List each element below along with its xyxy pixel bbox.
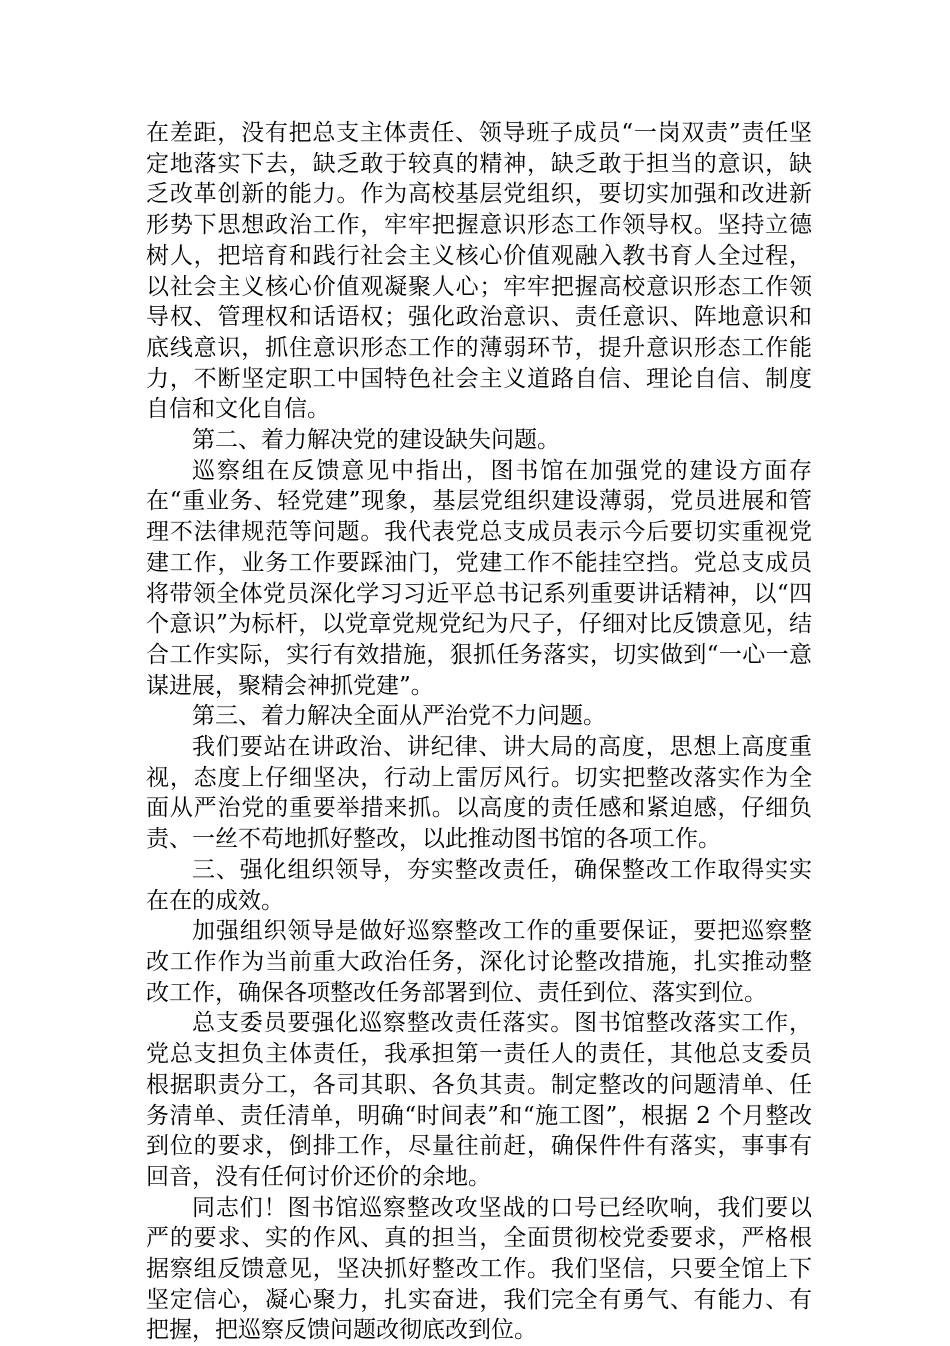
- paragraph-6-heading: 三、强化组织领导，夯实整改责任，确保整改工作取得实实在在的成效。: [146, 856, 812, 914]
- paragraph-5: 我们要站在讲政治、讲纪律、讲大局的高度，思想上高度重视，态度上仔细坚决，行动上雷厉风行。切实把整改落实作为全面从严治党的重要举措来抓。以高度的责任感和紧迫感，仔细负责、一丝不苟地抓好整改，以此推动图书馆的各项工作。: [146, 734, 812, 853]
- paragraph-4-heading: 第三、着力解决全面从严治党不力问题。: [192, 703, 606, 730]
- paragraph-8: 总支委员要强化巡察整改责任落实。图书馆整改落实工作，党总支担负主体责任，我承担第一责任人的责任，其他总支委员根据职责分工，各司其职、各负其责。制定整改的问题清单、任务清单、责任清单，明确“时间表”和“施工图”，根据 2 个月整改到位的要求，倒排工作，尽量往前赶，确保件件有落实，事事有回音，没有任何讨价还价的余地。: [146, 1010, 812, 1190]
- paragraph-7: 加强组织领导是做好巡察整改工作的重要保证，要把巡察整改工作作为当前重大政治任务，深化讨论整改措施，扎实推动整改工作，确保各项整改任务部署到位、责任到位、落实到位。: [146, 918, 812, 1006]
- paragraph-1: 在差距，没有把总支主体责任、领导班子成员“一岗双责”责任坚定地落实下去，缺乏敢于较真的精神，缺乏敢于担当的意识，缺乏改革创新的能力。作为高校基层党组织，要切实加强和改进新形势下思想政治工作，牢牢把握意识形态工作领导权。坚持立德树人，把培育和践行社会主义核心价值观融入教书育人全过程，以社会主义核心价值观凝聚人心；牢牢把握高校意识形态工作领导权、管理权和话语权；强化政治意识、责任意识、阵地意识和底线意识，抓住意识形态工作的薄弱环节，提升意识形态工作能力，不断坚定职工中国特色社会主义道路自信、理论自信、制度自信和文化自信。: [146, 120, 812, 423]
- paragraph-3: 巡察组在反馈意见中指出，图书馆在加强党的建设方面存在“重业务、轻党建”现象，基层党组织建设薄弱，党员进展和管理不法律规范等问题。我代表党总支成员表示今后要切实重视党建工作，业务工作要踩油门，党建工作不能挂空挡。党总支成员将带领全体党员深化学习习近平总书记系列重要讲话精神，以“四个意识”为标杆，以党章党规党纪为尺子，仔细对比反馈意见，结合工作实际，实行有效措施，狠抓任务落实，切实做到“一心一意谋进展，聚精会神抓党建”。: [146, 457, 812, 699]
- paragraph-2-heading: 第二、着力解决党的建设缺失问题。: [192, 427, 560, 454]
- paragraph-9: 同志们！图书馆巡察整改攻坚战的口号已经吹响，我们要以严的要求、实的作风、真的担当，全面贯彻校党委要求，严格根据察组反馈意见，坚决抓好整改工作。我们坚信，只要全馆上下坚定信心，凝心聚力，扎实奋进，我们完全有勇气、有能力、有把握，把巡察反馈问题改彻底改到位。: [146, 1194, 812, 1344]
- document-body: [146, 118, 812, 1346]
